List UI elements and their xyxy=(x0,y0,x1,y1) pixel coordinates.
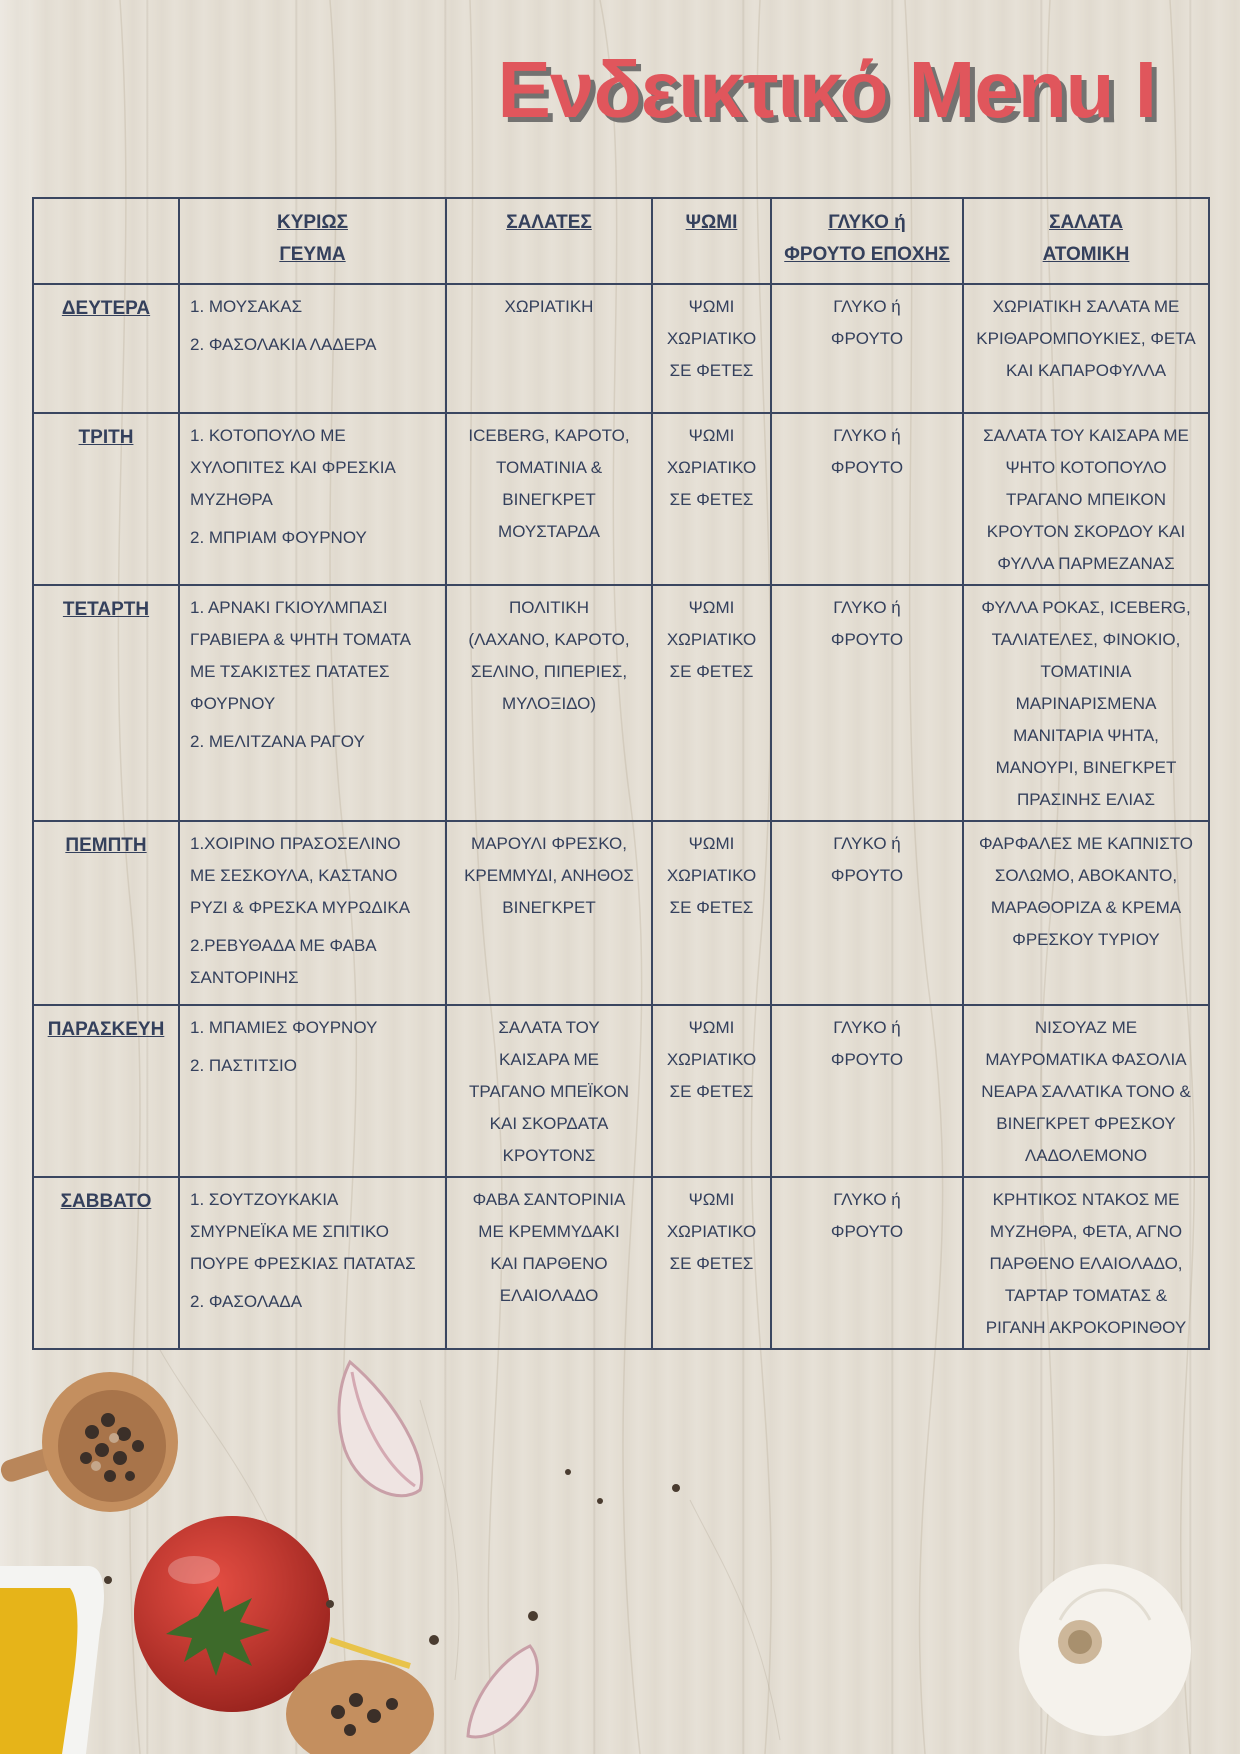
main-course-item xyxy=(190,291,435,323)
main-course-line: ΠΟΥΡΕ ΦΡΕΣΚΙΑΣ ΠΑΤΑΤΑΣ xyxy=(190,1254,416,1273)
individual-salad-cell-line: ΤΟΜΑΤΙΝΙΑ xyxy=(1040,662,1132,681)
column-header-line: ΓΕΥΜΑ xyxy=(279,244,346,265)
table-row xyxy=(33,1005,1209,1177)
column-header-line: ΣΑΛΑΤΑ xyxy=(1049,212,1123,233)
column-header xyxy=(33,198,179,284)
dessert-cell xyxy=(771,413,963,585)
dessert-cell xyxy=(771,1177,963,1349)
salad-cell-line: ΜΕ ΚΡΕΜΜΥΔΑΚΙ xyxy=(478,1222,620,1241)
main-course-line: 1. ΚΟΤΟΠΟΥΛΟ ΜΕ xyxy=(190,426,346,445)
main-course-item xyxy=(190,1012,435,1044)
main-course-line: 2. ΦΑΣΟΛΑΔΑ xyxy=(190,1292,303,1311)
dessert-cell xyxy=(771,284,963,413)
individual-salad-cell xyxy=(963,284,1209,413)
main-course-item xyxy=(190,930,435,994)
salad-cell-line: ΣΕΛΙΝΟ, ΠΙΠΕΡΙΕΣ, xyxy=(470,662,628,681)
bread-cell-line: ΨΩΜΙ xyxy=(688,426,735,445)
column-header-line: ΨΩΜΙ xyxy=(685,212,738,233)
column-header-line: ΣΑΛΑΤΕΣ xyxy=(506,212,592,233)
bread-cell xyxy=(652,1005,771,1177)
column-header-line: ΦΡΟΥΤΟ ΕΠΟΧΗΣ xyxy=(784,244,950,265)
main-course-line: 1. ΜΠΑΜΙΕΣ ΦΟΥΡΝΟΥ xyxy=(190,1018,378,1037)
day-label: ΣΑΒΒΑΤΟ xyxy=(33,1177,179,1349)
main-course-line: ΜΕ ΤΣΑΚΙΣΤΕΣ ΠΑΤΑΤΕΣ xyxy=(190,662,390,681)
garlic-clove-icon xyxy=(339,1362,422,1496)
individual-salad-cell-line: ΤΑΡΤΑΡ ΤΟΜΑΤΑΣ & xyxy=(1004,1286,1168,1305)
main-course-cell xyxy=(179,585,446,821)
main-course-line: ΜΥΖΗΘΡΑ xyxy=(190,490,273,509)
salad-cell-line: ΤΡΑΓΑΝΟ ΜΠΕΪΚΟΝ xyxy=(469,1082,629,1101)
main-course-cell xyxy=(179,1177,446,1349)
main-course-line: ΡΥΖΙ & ΦΡΕΣΚΑ ΜΥΡΩΔΙΚΑ xyxy=(190,898,411,917)
individual-salad-cell-line: ΚΡΗΤΙΚΟΣ ΝΤΑΚΟΣ ΜΕ xyxy=(992,1190,1180,1209)
bread-cell xyxy=(652,1177,771,1349)
main-course-line: 2.ΡΕΒΥΘΑΔΑ ΜΕ ΦΑΒΑ xyxy=(190,936,377,955)
main-course-cell xyxy=(179,1005,446,1177)
bread-cell-line: ΧΩΡΙΑΤΙΚΟ xyxy=(666,1050,757,1069)
bread-cell xyxy=(652,821,771,1005)
dessert-cell xyxy=(771,1005,963,1177)
individual-salad-cell-line: ΤΡΑΓΑΝΟ ΜΠΕΙΚΟΝ xyxy=(1006,490,1166,509)
salad-cell-line: ΚΑΙ ΣΚΟΡΔΑΤΑ xyxy=(489,1114,609,1133)
garlic-clove-small-icon xyxy=(468,1646,537,1737)
salad-cell-line: ΕΛΑΙΟΛΑΔΟ xyxy=(499,1286,599,1305)
main-course-line: 1.ΧΟΙΡΙΝΟ ΠΡΑΣΟΣΕΛΙΝΟ xyxy=(190,834,401,853)
main-course-item xyxy=(190,420,435,516)
bread-cell-line: ΧΩΡΙΑΤΙΚΟ xyxy=(666,866,757,885)
main-course-item xyxy=(190,592,435,720)
individual-salad-cell xyxy=(963,821,1209,1005)
main-course-line: 2. ΜΠΡΙΑΜ ΦΟΥΡΝΟΥ xyxy=(190,528,367,547)
bread-cell xyxy=(652,284,771,413)
individual-salad-cell xyxy=(963,585,1209,821)
main-course-cell xyxy=(179,284,446,413)
bread-cell-line: ΣΕ ΦΕΤΕΣ xyxy=(669,662,754,681)
bread-cell-line: ΨΩΜΙ xyxy=(688,297,735,316)
main-course-line: 2. ΜΕΛΙΤΖΑΝΑ ΡΑΓΟΥ xyxy=(190,732,365,751)
salad-cell-line: ΣΑΛΑΤΑ ΤΟΥ xyxy=(498,1018,600,1037)
bread-cell-line: ΨΩΜΙ xyxy=(688,834,735,853)
salad-cell-line: ΤΟΜΑΤΙΝΙΑ & xyxy=(495,458,603,477)
main-course-line: 2. ΦΑΣΟΛΑΚΙΑ ΛΑΔΕΡΑ xyxy=(190,335,377,354)
column-header xyxy=(652,198,771,284)
bread-cell-line: ΣΕ ΦΕΤΕΣ xyxy=(669,490,754,509)
bread-cell-line: ΧΩΡΙΑΤΙΚΟ xyxy=(666,329,757,348)
olive-oil-bowl-icon xyxy=(0,1566,104,1754)
individual-salad-cell-line: ΚΑΙ ΚΑΠΑΡΟΦΥΛΛΑ xyxy=(1005,361,1167,380)
main-course-line: ΣΑΝΤΟΡΙΝΗΣ xyxy=(190,968,299,987)
salad-cell xyxy=(446,284,652,413)
individual-salad-cell-line: ΜΥΖΗΘΡΑ, ΦΕΤΑ, ΑΓΝΟ xyxy=(989,1222,1183,1241)
dessert-cell xyxy=(771,585,963,821)
column-header xyxy=(771,198,963,284)
garlic-bulb-icon xyxy=(1019,1564,1191,1736)
main-course-item xyxy=(190,828,435,924)
individual-salad-cell-line: ΜΑΝΟΥΡΙ, ΒΙΝΕΓΚΡΕΤ xyxy=(995,758,1177,777)
dessert-cell-line: ΦΡΟΥΤΟ xyxy=(830,1222,904,1241)
bread-cell-line: ΣΕ ΦΕΤΕΣ xyxy=(669,1254,754,1273)
salad-cell-line: ΜΥΛΟΞΙΔΟ) xyxy=(501,694,597,713)
salad-cell xyxy=(446,413,652,585)
dessert-cell-line: ΓΛΥΚΟ ή xyxy=(833,1190,901,1209)
day-label: ΤΡΙΤΗ xyxy=(33,413,179,585)
main-course-item xyxy=(190,1184,435,1280)
individual-salad-cell-line: ΝΙΣΟΥΑΖ ΜΕ xyxy=(1034,1018,1138,1037)
individual-salad-cell-line: ΡΙΓΑΝΗ ΑΚΡΟΚΟΡΙΝΘΟΥ xyxy=(985,1318,1187,1337)
dessert-cell-line: ΦΡΟΥΤΟ xyxy=(830,329,904,348)
column-header-line: ΑΤΟΜΙΚΗ xyxy=(1042,244,1130,265)
day-label: ΠΑΡΑΣΚΕΥΗ xyxy=(33,1005,179,1177)
main-course-line: 1. ΣΟΥΤΖΟΥΚΑΚΙΑ xyxy=(190,1190,339,1209)
salad-cell xyxy=(446,821,652,1005)
main-course-item xyxy=(190,1286,435,1318)
wooden-spoon-icon xyxy=(0,1372,178,1512)
column-header-line: ΓΛΥΚΟ ή xyxy=(828,212,906,233)
main-course-line: ΣΜΥΡΝΕΪΚΑ ΜΕ ΣΠΙΤΙΚΟ xyxy=(190,1222,390,1241)
main-course-item xyxy=(190,1050,435,1082)
salad-cell xyxy=(446,1005,652,1177)
individual-salad-cell xyxy=(963,413,1209,585)
salad-cell-line: ΚΑΙ ΠΑΡΘΕΝΟ xyxy=(490,1254,608,1273)
individual-salad-cell-line: ΦΑΡΦΑΛΕΣ ΜΕ ΚΑΠΝΙΣΤΟ xyxy=(978,834,1194,853)
bread-cell-line: ΨΩΜΙ xyxy=(688,1190,735,1209)
individual-salad-cell-line: ΒΙΝΕΓΚΡΕΤ ΦΡΕΣΚΟΥ xyxy=(996,1114,1176,1133)
day-label: ΤΕΤΑΡΤΗ xyxy=(33,585,179,821)
food-decoration xyxy=(0,1329,1240,1754)
individual-salad-cell xyxy=(963,1177,1209,1349)
bread-cell-line: ΧΩΡΙΑΤΙΚΟ xyxy=(666,630,757,649)
dessert-cell-line: ΦΡΟΥΤΟ xyxy=(830,866,904,885)
salad-cell-line: ΚΑΙΣΑΡΑ ΜΕ xyxy=(499,1050,599,1069)
individual-salad-cell-line: ΨΗΤΟ ΚΟΤΟΠΟΥΛΟ xyxy=(1005,458,1167,477)
salad-cell xyxy=(446,1177,652,1349)
table-row xyxy=(33,1177,1209,1349)
main-course-line: ΧΥΛΟΠΙΤΕΣ ΚΑΙ ΦΡΕΣΚΙΑ xyxy=(190,458,396,477)
dessert-cell xyxy=(771,821,963,1005)
table-row xyxy=(33,413,1209,585)
main-course-item xyxy=(190,726,435,758)
day-label: ΔΕΥΤΕΡΑ xyxy=(33,284,179,413)
dessert-cell-line: ΓΛΥΚΟ ή xyxy=(833,426,901,445)
dessert-cell-line: ΓΛΥΚΟ ή xyxy=(833,834,901,853)
dessert-cell-line: ΓΛΥΚΟ ή xyxy=(833,1018,901,1037)
salad-cell-line: ΜΟΥΣΤΑΡΔΑ xyxy=(498,522,600,541)
individual-salad-cell-line: ΣΟΛΩΜΟ, ΑΒΟΚΑΝΤΟ, xyxy=(994,866,1178,885)
salad-cell-line: ΚΡΟΥΤΟΝΣ xyxy=(502,1146,596,1165)
individual-salad-cell-line: ΜΑΡΑΘΟΡΙΖΑ & ΚΡΕΜΑ xyxy=(990,898,1182,917)
individual-salad-cell-line: ΝΕΑΡΑ ΣΑΛΑΤΙΚΑ ΤΟΝΟ & xyxy=(981,1082,1191,1101)
individual-salad-cell-line: ΦΡΕΣΚΟΥ ΤΥΡΙΟΥ xyxy=(1012,930,1160,949)
individual-salad-cell-line: ΚΡΟΥΤΟΝ ΣΚΟΡΔΟΥ ΚΑΙ xyxy=(986,522,1186,541)
bread-cell-line: ΧΩΡΙΑΤΙΚΟ xyxy=(666,1222,757,1241)
individual-salad-cell-line: ΤΑΛΙΑΤΕΛΕΣ, ΦΙΝΟΚΙΟ, xyxy=(991,630,1181,649)
bread-cell-line: ΣΕ ΦΕΤΕΣ xyxy=(669,898,754,917)
table-body xyxy=(33,284,1209,1349)
column-header xyxy=(963,198,1209,284)
dessert-cell-line: ΓΛΥΚΟ ή xyxy=(833,598,901,617)
individual-salad-cell xyxy=(963,1005,1209,1177)
individual-salad-cell-line: ΚΡΙΘΑΡΟΜΠΟΥΚΙΕΣ, ΦΕΤΑ xyxy=(976,329,1196,348)
bread-cell-line: ΣΕ ΦΕΤΕΣ xyxy=(669,361,754,380)
table-row xyxy=(33,821,1209,1005)
column-header xyxy=(179,198,446,284)
main-course-item xyxy=(190,522,435,554)
main-course-line: ΜΕ ΣΕΣΚΟΥΛΑ, ΚΑΣΤΑΝΟ xyxy=(190,866,398,885)
individual-salad-cell-line: ΦΥΛΛΑ ΡΟΚΑΣ, ICEBERG, xyxy=(981,598,1191,617)
main-course-line: 1. ΜΟΥΣΑΚΑΣ xyxy=(190,297,303,316)
column-header xyxy=(446,198,652,284)
column-header-line: ΚΥΡΙΩΣ xyxy=(277,212,348,233)
dessert-cell-line: ΦΡΟΥΤΟ xyxy=(830,630,904,649)
salad-cell-line: ICEBERG, ΚΑΡΟΤΟ, xyxy=(468,426,630,445)
main-course-cell xyxy=(179,413,446,585)
salad-cell-line: (ΛΑΧΑΝΟ, ΚΑΡΟΤΟ, xyxy=(468,630,630,649)
individual-salad-cell-line: ΦΥΛΛΑ ΠΑΡΜΕΖΑΝΑΣ xyxy=(997,554,1175,573)
salad-cell-line: ΜΑΡΟΥΛΙ ΦΡΕΣΚΟ, xyxy=(471,834,627,853)
bread-cell-line: ΧΩΡΙΑΤΙΚΟ xyxy=(666,458,757,477)
weekly-menu-table xyxy=(32,197,1210,1350)
table-header xyxy=(33,198,1209,284)
main-course-cell xyxy=(179,821,446,1005)
table-row xyxy=(33,585,1209,821)
day-label: ΠΕΜΠΤΗ xyxy=(33,821,179,1005)
dessert-cell-line: ΦΡΟΥΤΟ xyxy=(830,458,904,477)
table-row xyxy=(33,284,1209,413)
bread-cell-line: ΣΕ ΦΕΤΕΣ xyxy=(669,1082,754,1101)
header-row xyxy=(33,198,1209,284)
individual-salad-cell-line: ΠΑΡΘΕΝΟ ΕΛΑΙΟΛΑΔΟ, xyxy=(989,1254,1183,1273)
main-course-line: ΓΡΑΒΙΕΡΑ & ΨΗΤΗ ΤΟΜΑΤΑ xyxy=(190,630,411,649)
bread-cell xyxy=(652,585,771,821)
salad-cell-line: ΒΙΝΕΓΚΡΕΤ xyxy=(502,898,596,917)
dessert-cell-line: ΦΡΟΥΤΟ xyxy=(830,1050,904,1069)
salad-cell-line: ΠΟΛΙΤΙΚΗ xyxy=(509,598,589,617)
salad-cell xyxy=(446,585,652,821)
salad-cell-line: ΧΩΡΙΑΤΙΚΗ xyxy=(504,297,594,316)
bread-cell-line: ΨΩΜΙ xyxy=(688,1018,735,1037)
main-course-item xyxy=(190,329,435,361)
bread-cell xyxy=(652,413,771,585)
main-course-line: ΦΟΥΡΝΟΥ xyxy=(190,694,276,713)
individual-salad-cell-line: ΧΩΡΙΑΤΙΚΗ ΣΑΛΑΤΑ ΜΕ xyxy=(992,297,1180,316)
salad-cell-line: ΒΙΝΕΓΚΡΕΤ xyxy=(502,490,596,509)
individual-salad-cell-line: ΜΑΡΙΝΑΡΙΣΜΕΝΑ xyxy=(1015,694,1157,713)
individual-salad-cell-line: ΜΑΥΡΟΜΑΤΙΚΑ ΦΑΣΟΛΙΑ xyxy=(985,1050,1187,1069)
salad-cell-line: ΚΡΕΜΜΥΔΙ, ΑΝΗΘΟΣ xyxy=(464,866,634,885)
main-course-line: 2. ΠΑΣΤΙΤΣΙΟ xyxy=(190,1056,297,1075)
page-title: Ενδεικτικό Menu I xyxy=(497,45,1156,134)
individual-salad-cell-line: ΜΑΝΙΤΑΡΙΑ ΨΗΤΑ, xyxy=(1013,726,1159,745)
main-course-line: 1. ΑΡΝΑΚΙ ΓΚΙΟΥΛΜΠΑΣΙ xyxy=(190,598,388,617)
dessert-cell-line: ΓΛΥΚΟ ή xyxy=(833,297,901,316)
individual-salad-cell-line: ΛΑΔΟΛΕΜΟΝΟ xyxy=(1024,1146,1148,1165)
individual-salad-cell-line: ΣΑΛΑΤΑ ΤΟΥ ΚΑΙΣΑΡΑ ΜΕ xyxy=(983,426,1189,445)
bread-cell-line: ΨΩΜΙ xyxy=(688,598,735,617)
individual-salad-cell-line: ΠΡΑΣΙΝΗΣ ΕΛΙΑΣ xyxy=(1017,790,1155,809)
salad-cell-line: ΦΑΒΑ ΣΑΝΤΟΡΙΝΙΑ xyxy=(472,1190,626,1209)
